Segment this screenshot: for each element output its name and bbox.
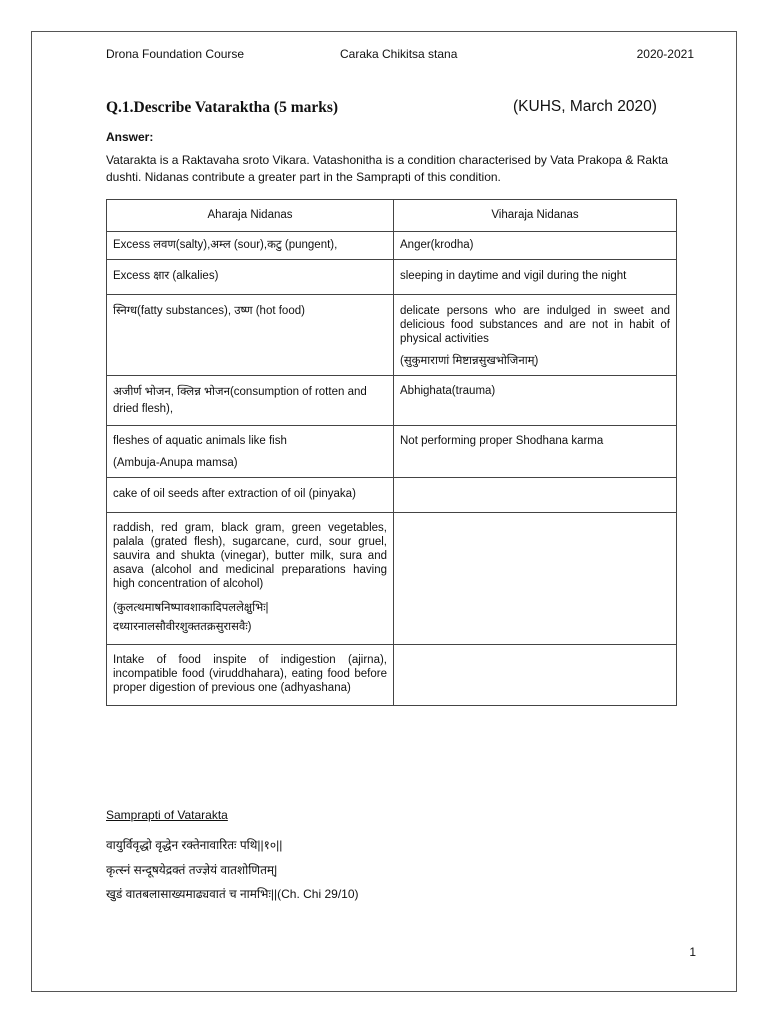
cell-text: Excess लवण(salty),अम्ल (sour),कटु (pungent),	[113, 239, 338, 251]
samprapti-title: Samprapti of Vatarakta	[106, 808, 228, 822]
viharaja-cell	[394, 645, 677, 706]
cell-sanskrit: (सुकुमाराणां मिष्टान्नसुखभोजिनाम्)	[400, 355, 539, 367]
answer-label: Answer:	[106, 130, 154, 144]
cell-text: sleeping in daytime and vigil during the night	[400, 270, 627, 282]
samprapti-verse-2: कृत्स्नं सन्दूषयेद्रक्तं तज्ज्ञेयं वातशोणितम्|	[106, 863, 278, 877]
header-subject: Caraka Chikitsa stana	[340, 47, 458, 61]
table-row	[107, 295, 677, 376]
question-source: (KUHS, March 2020)	[513, 98, 657, 115]
table-row	[107, 232, 677, 260]
cell-text: raddish, red gram, black gram, green vegetables, palala (grated flesh), sugarcane, curd, sour gruel, sauvira and shukta (vinegar), butter milk, sura and asava (alcohol and medicinal preparations having high concentration of alcohol)	[113, 522, 387, 590]
cell-text: Not performing proper Shodhana karma	[400, 435, 604, 447]
viharaja-cell	[394, 260, 677, 295]
table-row	[107, 260, 677, 295]
aharaja-cell	[107, 376, 394, 426]
table-row	[107, 478, 677, 513]
cell-text: cake of oil seeds after extraction of oil (pinyaka)	[113, 488, 356, 500]
aharaja-cell	[107, 478, 394, 513]
cell-text: fleshes of aquatic animals like fish	[113, 435, 287, 447]
header-aharaja: Aharaja Nidanas	[107, 200, 394, 232]
table-row	[107, 513, 677, 645]
viharaja-cell	[394, 376, 677, 426]
table-header-row	[107, 200, 677, 232]
viharaja-cell	[394, 295, 677, 376]
aharaja-cell	[107, 513, 394, 645]
aharaja-cell	[107, 260, 394, 295]
table-row	[107, 645, 677, 706]
samprapti-verse-1: वायुर्विवृद्धो वृद्धेन रक्तेनावारितः पथि||१०||	[106, 838, 283, 852]
cell-text: Excess क्षार (alkalies)	[113, 270, 219, 282]
cell-text-secondary: (Ambuja-Anupa mamsa)	[113, 457, 238, 469]
cell-sanskrit: (कुलत्थमाषनिष्पावशाकादिपललेक्षुभिः|	[113, 602, 269, 614]
question-title: Q.1.Describe Vataraktha (5 marks)	[106, 99, 339, 116]
aharaja-cell	[107, 295, 394, 376]
viharaja-cell	[394, 478, 677, 513]
cell-sanskrit: दध्यारनालसौवीरशुक्ततक्रसुरासवैः)	[113, 621, 252, 633]
table-row	[107, 426, 677, 478]
aharaja-cell	[107, 232, 394, 260]
viharaja-cell	[394, 232, 677, 260]
intro-paragraph: Vatarakta is a Raktavaha sroto Vikara. Vatashonitha is a condition characterised by Vata Prakopa & Rakta dushti. Nidanas contribute a greater part in the Samprapti of this condition.	[106, 153, 669, 184]
samprapti-verse-3: खुडं वातबलासाख्यमाढ्यवातं च नामभिः||(Ch. Chi 29/10)	[106, 887, 359, 901]
page-number: 1	[689, 945, 696, 959]
header-year: 2020-2021	[636, 47, 694, 61]
cell-text: Intake of food inspite of indigestion (ajirna), incompatible food (viruddhahara), eating food before proper digestion of previous one (adhyashana)	[113, 654, 387, 694]
aharaja-cell	[107, 645, 394, 706]
cell-text: Abhighata(trauma)	[400, 385, 496, 397]
header-course: Drona Foundation Course	[106, 47, 245, 61]
header-viharaja: Viharaja Nidanas	[394, 200, 677, 232]
aharaja-cell	[107, 426, 394, 478]
cell-text: अजीर्ण भोजन, क्लिन्न भोजन(consumption of rotten and dried flesh),	[113, 386, 367, 415]
viharaja-cell	[394, 426, 677, 478]
viharaja-cell	[394, 513, 677, 645]
nidana-table	[106, 199, 677, 706]
cell-text: delicate persons who are indulged in sweet and delicious food substances and are not in habit of physical activities	[400, 305, 670, 345]
cell-text: स्निग्ध(fatty substances), उष्ण (hot food)	[113, 305, 305, 317]
table-row	[107, 376, 677, 426]
cell-text: Anger(krodha)	[400, 239, 474, 251]
